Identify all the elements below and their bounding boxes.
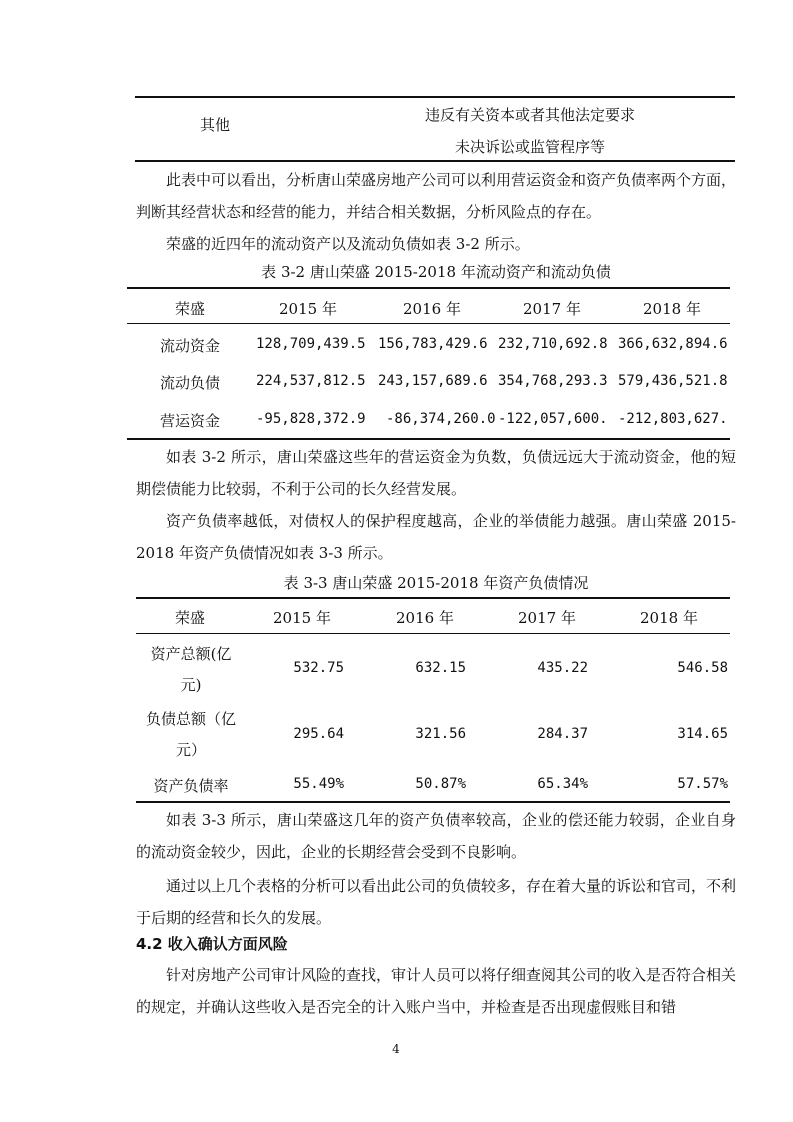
table32-top-rule [127,287,730,289]
table33-cell: 532.75 [293,660,344,676]
table33-top-rule [136,597,730,599]
table33-row-label: 元) [180,676,202,694]
table32-row-label: 营运资金 [159,412,220,430]
table32-header: 荣盛 [174,300,205,318]
table32-cell: 128,709,439.5 [256,336,366,352]
table32-cell: 232,710,692.8 [498,336,608,352]
table0-bottom-rule [135,160,735,162]
paragraph: 资产负债率越低，对债权人的保护程度越高，企业的举债能力越强。唐山荣盛 2015-2018 年资产负债情况如表 3-3 所示。 [136,512,736,562]
table33-cell: 65.34% [537,776,588,792]
table33-bottom-rule [136,801,730,803]
table33-cell: 50.87% [415,776,466,792]
table32-cell: 243,157,689.6 [378,373,488,389]
table32-cell: -122,057,600. [498,411,608,427]
table33-cell: 57.57% [677,776,728,792]
table32-header: 2017 年 [523,300,581,318]
table32-header: 2018 年 [643,300,701,318]
table32-cell: -86,374,260.0 [386,411,496,427]
table32-cell: 224,537,812.5 [256,373,366,389]
table32-cell: 354,768,293.3 [498,373,608,389]
table0-item: 违反有关资本或者其他法定要求 [424,106,635,124]
table0-item: 未决诉讼或监管程序等 [454,138,605,156]
table32-row-label: 流动资金 [159,337,220,355]
table33-cell: 632.15 [415,660,466,676]
table33-cell: 321.56 [415,726,466,742]
paragraph: 如表 3-2 所示，唐山荣盛这些年的营运资金为负数，负债远远大于流动资金，他的短期偿债能力比较弱，不利于公司的长久经营发展。 [136,448,736,498]
table32-cell: 366,632,894.6 [618,336,728,352]
table33-cell: 55.49% [293,776,344,792]
table32-header: 2015 年 [279,300,337,318]
table32-cell: -212,803,627. [618,411,728,427]
table33-row-label: 元） [175,741,206,759]
table32-row-label: 流动负债 [159,374,220,392]
paragraph: 荣盛的近四年的流动资产以及流动负债如表 3-2 所示。 [166,235,530,253]
table33-cell: 546.58 [677,660,728,676]
table33-row-label: 负债总额（亿 [145,710,236,728]
table33-row-label: 资产总额(亿 [150,645,232,663]
table-caption: 表 3-2 唐山荣盛 2015-2018 年流动资产和流动负债 [261,263,611,281]
paragraph: 如表 3-3 所示，唐山荣盛这几年的资产负债率较高，企业的偿还能力较弱，企业自身的流动资金较少，因此，企业的长期经营会受到不良影响。 [136,811,736,861]
table32-bottom-rule [127,438,730,440]
table33-cell: 314.65 [677,726,728,742]
table32-cell: 579,436,521.8 [618,373,728,389]
table33-cell: 284.37 [537,726,588,742]
table32-header: 2016 年 [403,300,461,318]
table0-row-label: 其他 [200,116,231,134]
section-heading: 4.2 收入确认方面风险 [136,935,288,953]
paragraph: 此表中可以看出，分析唐山荣盛房地产公司可以利用营运资金和资产负债率两个方面，判断其经营状态和经营的能力，并结合相关数据，分析风险点的存在。 [136,171,737,221]
table32-header-rule [127,323,730,324]
table33-cell: 435.22 [537,660,588,676]
paragraph: 针对房地产公司审计风险的查找，审计人员可以将仔细查阅其公司的收入是否符合相关的规定，并确认这些收入是否完全的计入账户当中，并检查是否出现虚假账目和错 [136,966,737,1016]
table32-cell: 156,783,429.6 [378,336,488,352]
page-number: 4 [392,1042,400,1056]
paragraph: 通过以上几个表格的分析可以看出此公司的负债较多，存在着大量的诉讼和官司，不利于后期的经营和长久的发展。 [136,877,737,927]
table33-header: 2017 年 [518,609,576,627]
table33-header: 荣盛 [174,609,205,627]
table33-header: 2018 年 [640,609,698,627]
table33-row-label: 资产负债率 [153,777,229,795]
table33-header: 2016 年 [396,609,454,627]
table33-header-rule [136,633,730,634]
table33-cell: 295.64 [293,726,344,742]
table-caption: 表 3-3 唐山荣盛 2015-2018 年资产负债情况 [283,574,589,592]
table32-cell: -95,828,372.9 [256,411,366,427]
table33-header: 2015 年 [273,609,331,627]
table0-top-rule [135,96,735,98]
